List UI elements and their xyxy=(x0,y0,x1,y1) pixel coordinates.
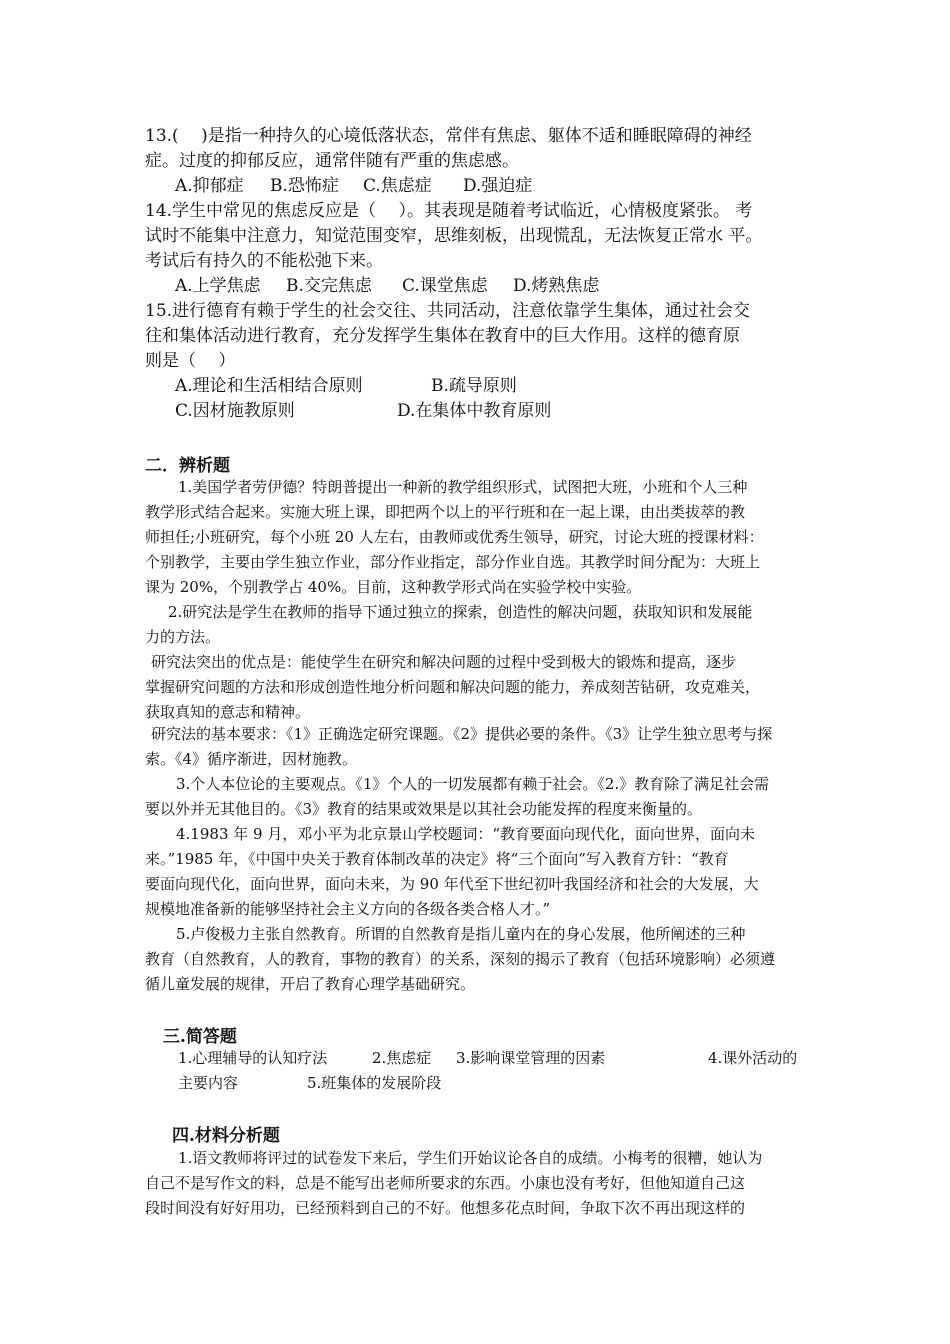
q15-option-b: B.疏导原则 xyxy=(431,376,517,396)
section-2-line: 5.卢俊极力主张自然教育。所谓的自然教育是指儿童内在的身心发展，他所阐述的三种 xyxy=(176,925,746,943)
q15-option-c: C.因材施教原则 xyxy=(175,401,295,421)
q15-line-3: 则是（ ） xyxy=(145,351,236,371)
q15-options-row-1 xyxy=(175,374,517,399)
section-2-line: 教学形式结合起来。实施大班上课，即把两个以上的平行班和在一起上课，由出类拔萃的教 xyxy=(145,503,746,521)
section-2-line: 获取真知的意志和精神。 xyxy=(145,703,311,721)
section-2-line: 研究法的基本要求：《1》正确选定研究课题。《2》提供必要的条件。《3》让学生独立思考与探 xyxy=(151,725,773,743)
short-answer-item: 5.班集体的发展阶段 xyxy=(307,1074,442,1092)
q15-line-1: 15.进行德育有赖于学生的社会交往、共同活动，注意依靠学生集体，通过社会交 xyxy=(145,301,751,321)
q15-option-a: A.理论和生活相结合原则 xyxy=(175,376,363,396)
q14-line-1: 14.学生中常见的焦虑反应是（ ）。其表现是随着考试临近，心情极度紧张。 考 xyxy=(145,201,753,221)
section-3-items-row-2 xyxy=(178,1071,441,1096)
section-2-line: 要面向现代化，面向世界，面向未来，为 90 年代至下世纪初叶我国经济和社会的大发展，大 xyxy=(145,875,759,893)
q13-option-d: D.强迫症 xyxy=(463,176,533,196)
section-3-items-row-1 xyxy=(178,1046,797,1071)
section-4-heading: 四.材料分析题 xyxy=(172,1126,280,1146)
section-4-line: 1.语文教师将评过的试卷发下来后，学生们开始议论各自的成绩。小梅考的很糟，她认为 xyxy=(178,1149,763,1167)
short-answer-item: 3.影响课堂管理的因素 xyxy=(456,1049,606,1067)
short-answer-item: 主要内容 xyxy=(178,1074,239,1092)
q14-option-a: A.上学焦虑 xyxy=(175,276,261,296)
section-2-line: 来。”1985 年，《中国中央关于教育体制改革的决定》将“三个面向”写入教育方针：“教育 xyxy=(145,850,729,868)
section-2-line: 力的方法。 xyxy=(145,628,221,646)
section-2-line: 教育（自然教育，人的教育，事物的教育）的关系，深刻的揭示了教育（包括环境影响）必须遵 xyxy=(145,950,776,968)
q14-options xyxy=(175,274,599,299)
q15-line-2: 往和集体活动进行教育，充分发挥学生集体在教育中的巨大作用。这样的德育原 xyxy=(145,326,740,346)
section-2-heading: 二．辨析题 xyxy=(145,456,230,476)
q13-line-1: 13.( )是指一种持久的心境低落状态，常伴有焦虑、躯体不适和睡眠障碍的神经 xyxy=(145,126,752,146)
section-2-line: 研究法突出的优点是：能使学生在研究和解决问题的过程中受到极大的锻炼和提高，逐步 xyxy=(151,653,737,671)
q14-option-d: D.烤熟焦虑 xyxy=(513,276,600,296)
section-2-line: 规模地准备新的能够坚持社会主义方向的各级各类合格人才。” xyxy=(145,900,551,918)
section-2-line: 课为 20%，个别教学占 40%。目前，这种教学形式尚在实验学校中实验。 xyxy=(145,578,642,596)
short-answer-item: 1.心理辅导的认知疗法 xyxy=(178,1049,328,1067)
q15-option-d: D.在集体中教育原则 xyxy=(397,401,552,421)
q13-line-2: 症。过度的抑郁反应，通常伴随有严重的焦虑感。 xyxy=(145,151,519,171)
section-4-line: 自己不是写作文的料，总是不能写出老师所要求的东西。小康也没有考好，但他知道自己这 xyxy=(145,1174,746,1192)
q14-line-3: 考试后有持久的不能松弛下来。 xyxy=(145,251,383,271)
section-2-line: 要以外并无其他目的。《3》教育的结果或效果是以其社会功能发挥的程度来衡量的。 xyxy=(145,800,703,818)
section-2-line: 循儿童发展的规律，开启了教育心理学基础研究。 xyxy=(145,975,476,993)
q15-options-row-2 xyxy=(175,399,551,424)
short-answer-item: 2.焦虑症 xyxy=(372,1049,432,1067)
q13-option-b: B.恐怖症 xyxy=(270,176,339,196)
q13-option-a: A.抑郁症 xyxy=(175,176,244,196)
q14-option-b: B.交完焦虑 xyxy=(286,276,372,296)
section-2-line: 3.个人本位论的主要观点。《1》个人的一切发展都有赖于社会。《2.》教育除了满足社会需 xyxy=(176,775,770,793)
section-2-line: 4.1983 年 9 月，邓小平为北京景山学校题词：“教育要面向现代化，面向世界，面向未 xyxy=(176,825,756,843)
q13-option-c: C.焦虑症 xyxy=(363,176,432,196)
section-3-heading: 三.简答题 xyxy=(163,1027,237,1047)
q14-line-2: 试时不能集中注意力，知觉范围变窄，思维刻板，出现慌乱，无法恢复正常水 平。 xyxy=(145,226,763,246)
q14-option-c: C.课堂焦虑 xyxy=(402,276,488,296)
section-2-line: 索。《4》循序渐进，因材施教。 xyxy=(145,750,358,768)
section-2-line: 2.研究法是学生在教师的指导下通过独立的探索，创造性的解决问题，获取知识和发展能 xyxy=(168,603,753,621)
section-2-line: 1.美国学者劳伊德？特朗普提出一种新的教学组织形式，试图把大班，小班和个人三种 xyxy=(178,478,748,496)
section-2-line: 个别教学，主要由学生独立作业，部分作业指定，部分作业自选。其教学时间分配为：大班上 xyxy=(145,553,761,571)
section-2-line: 师担任;小班研究，每个小班 20 人左右，由教师或优秀生领导，研究，讨论大班的授课材料： xyxy=(145,528,764,546)
q13-options xyxy=(175,174,532,199)
section-4-line: 段时间没有好好用功，已经预料到自己的不好。他想多花点时间，争取下次不再出现这样的 xyxy=(145,1199,746,1217)
section-2-line: 掌握研究问题的方法和形成创造性地分析问题和解决问题的能力，养成刻苦钻研，攻克难关， xyxy=(145,678,761,696)
short-answer-item: 4.课外活动的 xyxy=(708,1049,798,1067)
